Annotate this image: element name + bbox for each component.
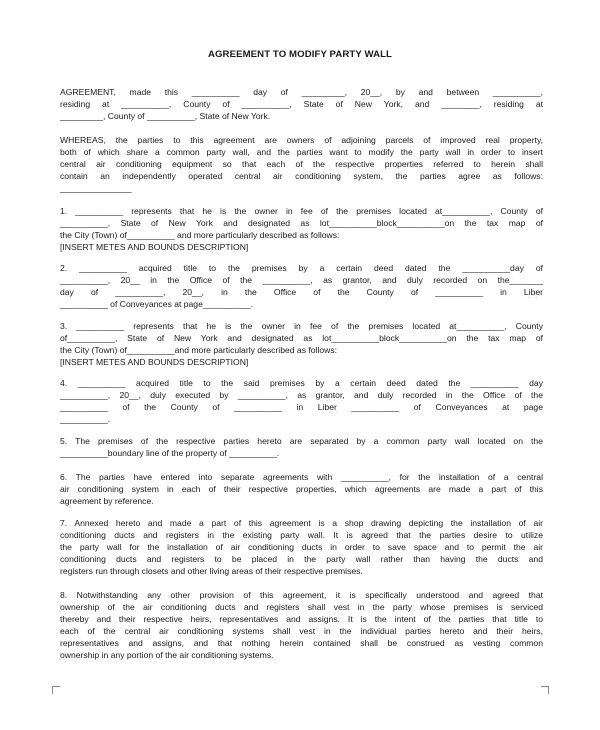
document-title: AGREEMENT TO MODIFY PARTY WALL (207, 49, 393, 60)
text-line: __________ of Conveyances at page__________. (60, 299, 254, 309)
clause-7 (60, 517, 543, 577)
text-line: the City (Town) of__________and more particularly described as follows: (60, 345, 338, 355)
spellcheck-word: grantor (342, 275, 370, 285)
text-line: _______________ (60, 183, 132, 193)
text-line: 4. __________ acquired title to the said premises by a certain deed dated the __________ day (60, 378, 543, 388)
text-line: 8. Notwithstanding any other provision of this agreement, it is specifically understood and agreed that (60, 590, 543, 600)
text-line: 5. The premises of the respective parties hereto are separated by a common party wall located on the (60, 436, 543, 446)
text-line: of__________, State of New York and designated as lot__________block__________on the tax map of (60, 333, 543, 343)
text-line: __________, 20__ in the Office of the __________, as grantor, and duly recorded on the_______ (60, 275, 543, 285)
text-line: [INSERT METES AND BOUNDS DESCRIPTION] (60, 242, 249, 252)
text-line: thereby and their respective heirs, representatives and assigns. It is the intent of the parties that title to (60, 614, 543, 624)
crop-mark-left (52, 686, 60, 694)
text-line: __________boundary line of the property of __________. (60, 448, 280, 458)
text-line: __________. (60, 414, 111, 424)
text-line: WHEREAS, the parties to this agreement are owners of adjoining parcels of improved real property, (60, 135, 543, 145)
spellcheck-word: Liber (317, 402, 337, 412)
text-line: agreement by reference. (60, 496, 154, 506)
text-line: [INSERT METES AND BOUNDS DESCRIPTION] (60, 357, 249, 367)
text-line: 1. __________ represents that he is the owner in fee of the premises located at__________, County of (60, 206, 543, 216)
text-line: 7. Annexed hereto and made a part of this agreement is a shop drawing depicting the installation of air (60, 518, 543, 528)
text-line: the City (Town) of__________ and more particularly described as follows: (60, 230, 340, 240)
clause-5 (60, 435, 543, 459)
text-line: ownership of the air conditioning ducts and registers shall vest in the party whose premises is serviced (60, 602, 543, 612)
clause-4 (60, 377, 543, 425)
clause-1 (60, 205, 543, 253)
text-line: __________ of the County of __________ in Liber __________ of Conveyances at page (60, 402, 543, 412)
text-line: 6. The parties have entered into separate agreements with __________, for the installation of a central (60, 472, 543, 482)
text-line: air conditioning system in each of their respective properties, which agreements are made a part of this (60, 484, 543, 494)
text-line: __________, State of New York and designated as lot__________block__________on the tax map of (60, 218, 543, 228)
text-line: the party wall for the installation of air conditioning ducts in order to save space and to permit the air (60, 542, 543, 552)
text-line: contain an independently operated central air conditioning system, the parties agree as follows: (60, 171, 543, 181)
text-line: conditioning ducts and registers to be placed in the party wall rather than having the ducts and (60, 554, 543, 564)
text-line: conditioning ducts and registers in the existing party wall. It is agreed that the parties desire to utilize (60, 530, 543, 540)
clause-3 (60, 320, 543, 368)
text-line: residing at __________, County of __________, State of New York, and ________, residing at (60, 99, 543, 109)
text-line: 3. __________ represents that he is the owner in fee of the premises located at__________, County (60, 321, 543, 331)
text-line: representatives and assigns, and that nothing herein contained shall be construed as vesting common (60, 638, 543, 648)
clause-6 (60, 471, 543, 507)
clause-2 (60, 262, 543, 310)
text-line: central air conditioning equipment so that each of the respective properties referred to herein shall (60, 159, 543, 169)
crop-mark-right (541, 686, 549, 694)
text-line: AGREEMENT, made this __________ day of _________, 20__, by and between __________, (60, 87, 543, 97)
text-line: _________, County of __________, State of New York. (60, 111, 271, 121)
text-line: 2. __________ acquired title to the premises by a certain deed dated the __________day of (60, 263, 543, 273)
intro-paragraph (60, 86, 543, 122)
text-line: registers run through closets and other living areas of their respective premises. (60, 566, 363, 576)
spellcheck-word: grantor (315, 390, 343, 400)
text-line: __________, 20__, duly executed by __________, as grantor, and duly recorded in the Office of the (60, 390, 543, 400)
text-line: both of which share a common party wall, and the parties want to modify the party wall in order to insert (60, 147, 543, 157)
spellcheck-word: Liber (523, 287, 543, 297)
clause-8 (60, 589, 543, 661)
text-line: day of __________, 20__, in the Office of the County of __________ in Liber (60, 287, 543, 297)
text-line: ownership in any portion of the air conditioning systems. (60, 650, 274, 660)
text-line: each of the central air conditioning systems shall vest in the individual parties hereto and their heirs, (60, 626, 543, 636)
whereas-paragraph (60, 134, 543, 194)
